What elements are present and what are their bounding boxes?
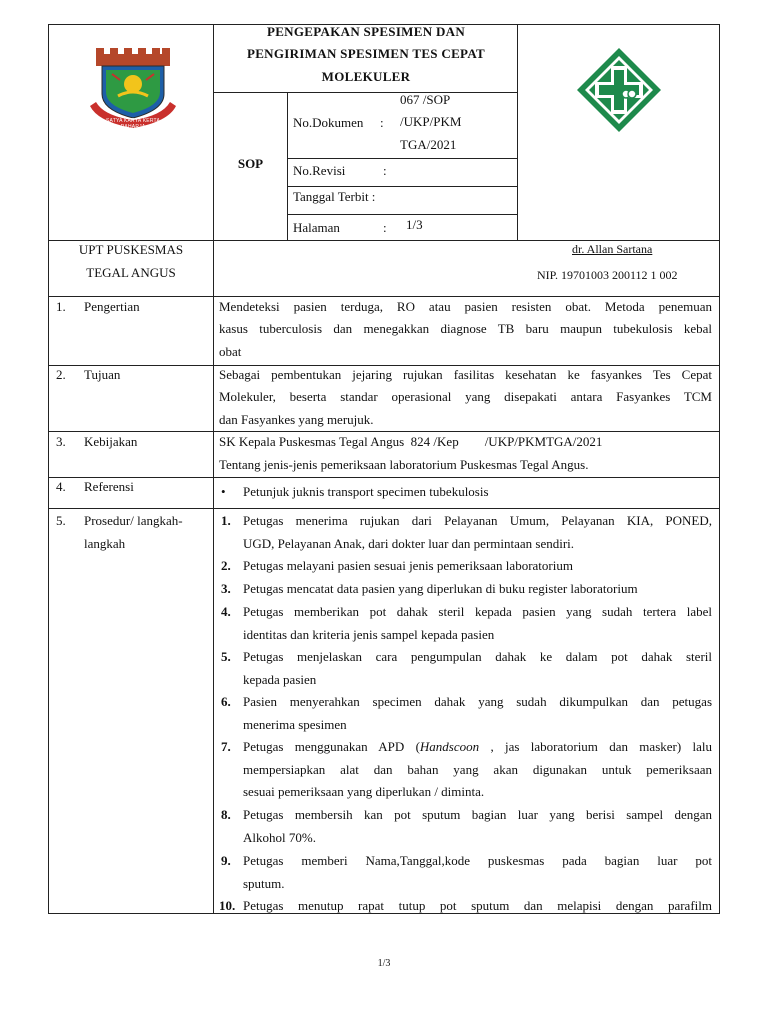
puskesmas-logo: [575, 46, 663, 134]
unit-name-line-2: TEGAL ANGUS: [86, 265, 176, 280]
step-line: Alkohol 70%.: [243, 829, 316, 845]
no-dokumen-value-2: /UKP/PKM: [400, 114, 462, 129]
section-5-label-line-2: langkah: [84, 536, 126, 551]
step-number: 10.: [219, 898, 236, 913]
step-line: Petugas mencatat data pasien yang diperlukan di buku register laboratorium: [243, 581, 638, 596]
procedure-step: [243, 646, 712, 691]
page-number: 1/3: [377, 958, 391, 969]
section-4-label: Referensi: [84, 479, 134, 494]
procedure-step: [243, 555, 712, 578]
step-line: Petugas menerima rujukan dari Pelayanan Umum, Pelayanan KIA, PONED,: [243, 513, 712, 528]
section-2-line-1: Sebagai pembentukan jejaring rujukan fasilitas kesehatan ke fasyankes Tes Cepat: [219, 367, 712, 382]
no-revisi-label: No.Revisi: [293, 163, 346, 178]
section-1-line-3: obat: [219, 344, 242, 359]
step-line: UGD, Pelayanan Anak, dari dokter luar dan permintaan sendiri.: [243, 535, 575, 551]
step-number: 6.: [221, 694, 231, 709]
section-1-line-2: kasus tuberculosis dan menegakkan diagnose TB baru maupun tubekulosis kebal: [219, 321, 712, 336]
step-italic-term: Handscoon: [419, 739, 480, 754]
step-line: Petugas membersih kan pot sputum bagian luar yang berisi sampel dengan: [243, 807, 712, 822]
step-number: 8.: [221, 807, 231, 822]
no-dokumen-value-1: 067 /SOP: [400, 92, 451, 107]
step-line: mempersiapkan alat dan bahan yang akan digunakan untuk pemeriksaan: [243, 761, 712, 777]
doc-title-line-2: PENGIRIMAN SPESIMEN TES CEPAT: [246, 46, 486, 61]
section-1-line-1: Mendeteksi pasien terduga, RO atau pasien resisten obat. Metoda penemuan: [219, 299, 712, 314]
procedure-step: [243, 736, 712, 804]
section-2-number: 2.: [56, 367, 66, 382]
procedure-step: [243, 578, 712, 601]
step-number: 4.: [221, 604, 231, 619]
step-line: Petugas menjelaskan cara pengumpulan dahak ke dalam pot dahak steril: [243, 649, 712, 664]
step-number: 9.: [221, 853, 231, 868]
section-3-line-1: SK Kepala Puskesmas Tegal Angus 824 /Kep /UKP/PKMTGA/2021: [219, 434, 603, 449]
step-line: Petugas memberikan pot dahak steril kepada pasien yang sudah tertera label: [243, 604, 712, 619]
step-line: Petugas memberi Nama,Tanggal,kode puskesmas pada bagian luar pot: [243, 853, 712, 868]
no-revisi-colon: :: [383, 163, 387, 178]
no-dokumen-label: No.Dokumen: [293, 115, 364, 130]
no-dokumen-colon: :: [380, 115, 384, 130]
step-number: 1.: [221, 513, 231, 528]
no-dokumen-value-3: TGA/2021: [400, 137, 457, 152]
section-3-label: Kebijakan: [84, 434, 138, 449]
step-number: 5.: [221, 649, 231, 664]
referensi-bullet: •: [221, 484, 226, 499]
step-line: menerima spesimen: [243, 716, 347, 732]
doc-title-line-3: MOLEKULER: [321, 69, 411, 84]
section-2-label: Tujuan: [84, 367, 121, 382]
doc-title-line-1: PENGEPAKAN SPESIMEN DAN: [266, 24, 466, 39]
step-number: 7.: [221, 739, 231, 754]
step-line: identitas dan kriteria jenis sampel kepada pasien: [243, 626, 495, 642]
section-3-line-2: Tentang jenis-jenis pemeriksaan laboratorium Puskesmas Tegal Angus.: [219, 457, 589, 472]
step-line: Pasien menyerahkan specimen dahak yang sudah dikumpulkan dan petugas: [243, 694, 712, 709]
step-line: sesuai pemeriksaan yang diperlukan / diminta.: [243, 784, 485, 799]
sop-label: SOP: [237, 156, 264, 171]
step-number: 2.: [221, 558, 231, 573]
step-text: Petugas menggunakan APD (: [243, 739, 420, 754]
step-number: 3.: [221, 581, 231, 596]
procedure-step: [243, 804, 712, 849]
head-name: dr. Allan Sartana: [572, 242, 653, 256]
procedure-step: [243, 601, 712, 646]
step-line: kepada pasien: [243, 671, 317, 687]
tanggal-terbit-label: Tanggal Terbit :: [293, 189, 376, 204]
section-5-label-line-1: Prosedur/ langkah-: [84, 513, 183, 528]
halaman-colon: :: [383, 220, 387, 235]
step-text: , jas laboratorium dan masker) lalu: [479, 739, 712, 754]
unit-name-line-1: UPT PUSKESMAS: [78, 242, 184, 257]
procedure-step: [243, 850, 712, 895]
section-1-number: 1.: [56, 299, 66, 314]
step-line: Petugas menutup rapat tutup pot sputum dan melapisi dengan parafilm: [243, 898, 712, 913]
regency-logo: [88, 44, 178, 134]
section-3-number: 3.: [56, 434, 66, 449]
head-nip: NIP. 19701003 200112 1 002: [537, 268, 678, 282]
step-line: Petugas melayani pasien sesuai jenis pemeriksaan laboratorium: [243, 558, 573, 573]
halaman-value: 1/3: [406, 217, 423, 232]
section-5-number: 5.: [56, 513, 66, 528]
referensi-item: Petunjuk juknis transport specimen tubekulosis: [243, 484, 489, 499]
procedure-step: [243, 691, 712, 736]
procedure-step: [243, 510, 712, 555]
halaman-label: Halaman: [293, 220, 340, 235]
section-2-line-2: Molekuler, beserta standar operasional yang disepakati antara Fasyankes TCM: [219, 389, 712, 404]
step-line: sputum.: [243, 875, 285, 891]
section-1-label: Pengertian: [84, 299, 140, 314]
logo-motto: SATYA KARYA KERTA RAHARJA: [106, 118, 160, 130]
section-2-line-3: dan Fasyankes yang merujuk.: [219, 412, 374, 427]
procedure-step: [243, 895, 712, 913]
step-line-mixed: [243, 736, 712, 759]
section-4-number: 4.: [56, 479, 66, 494]
